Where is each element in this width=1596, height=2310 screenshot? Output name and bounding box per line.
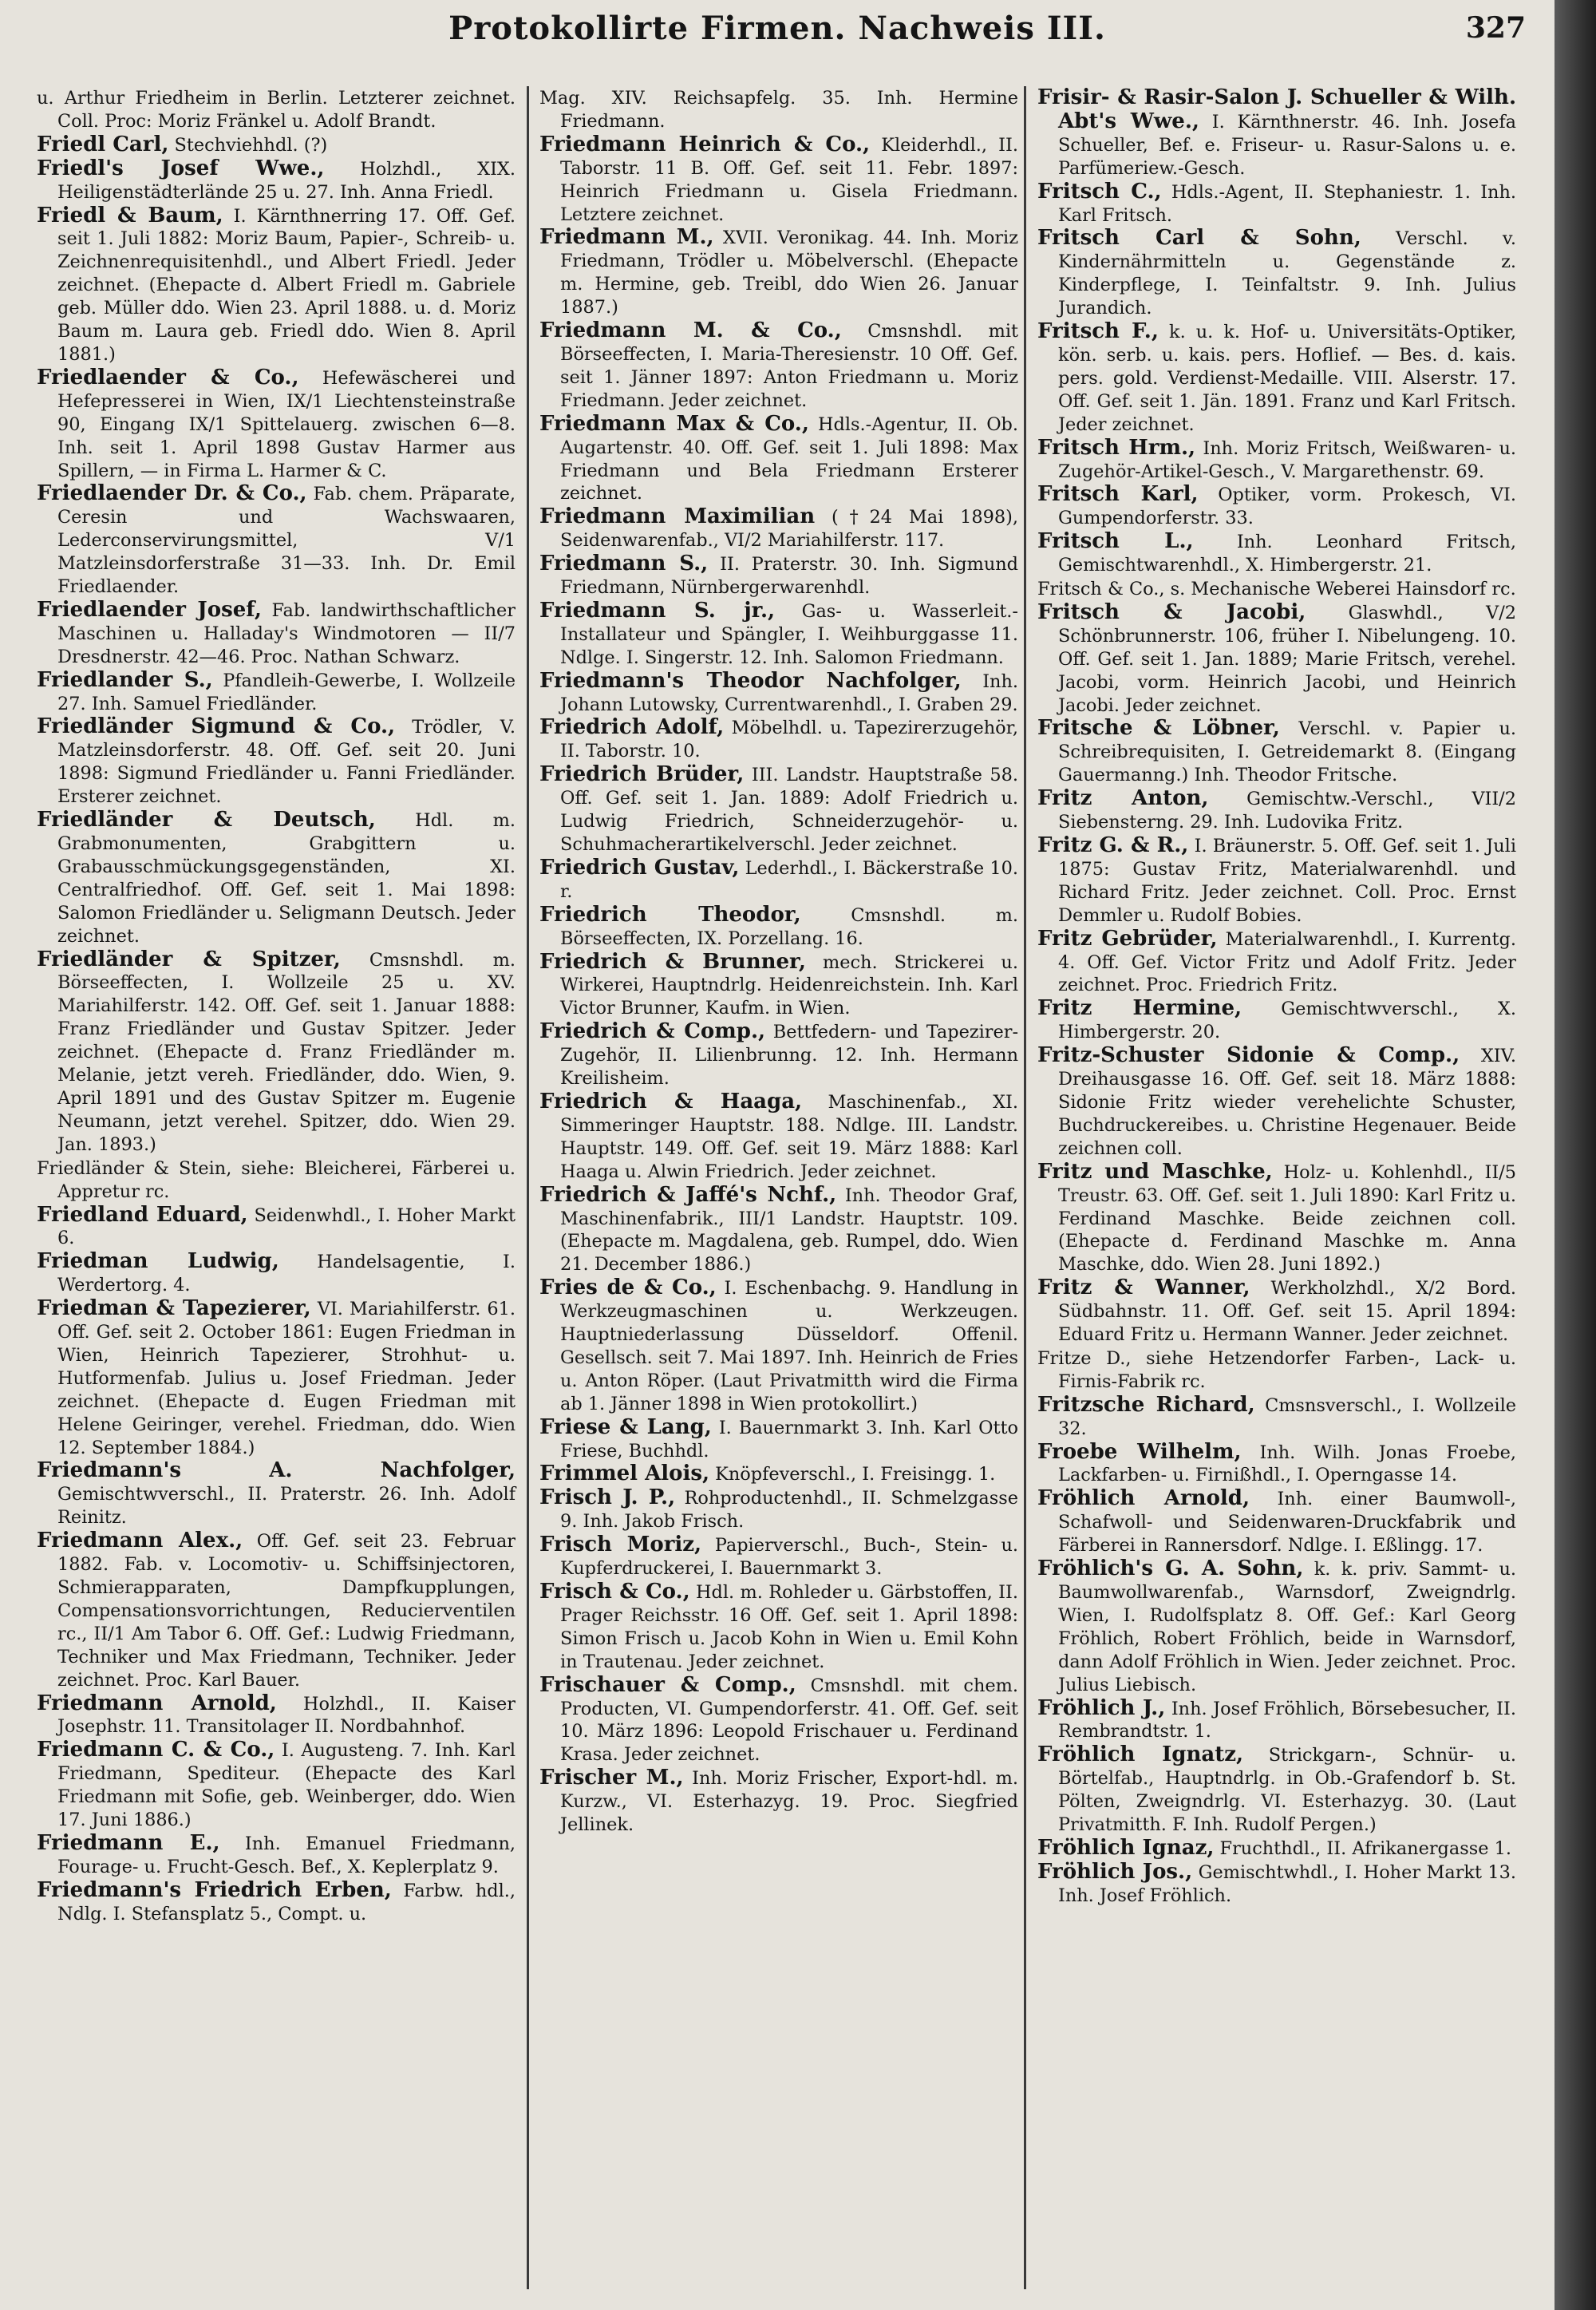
- entry-firm-name: Friedrich & Jaffé's Nchf.,: [539, 1182, 837, 1207]
- entry-firm-name: Friedmann Arnold,: [37, 1691, 277, 1715]
- entry-details: Hdl. m. Grabmonumenten, Grabgittern u. Grabausschmückungsgegenständen, XI. Centralfriedhof. Off. Gef. seit 1. Mai 1898: Salomon Friedländer u. Seligmann Deutsch. Jeder zeichnet.: [57, 810, 516, 947]
- entry-details: Rohproductenhdl., II. Schmelzgasse 9. Inh. Jakob Frisch.: [560, 1488, 1018, 1533]
- page-header: [0, 0, 1555, 62]
- entry-firm-name: Fröhlich Jos.,: [1037, 1859, 1193, 1884]
- directory-entry: [37, 1204, 516, 1251]
- entry-details: Seidenwhdl., I. Hoher Markt 6.: [57, 1204, 516, 1249]
- entry-firm-name: Froebe Wilhelm,: [1037, 1439, 1242, 1464]
- entry-details: Verschl. v. Kindernährmitteln u. Gegenstände z. Kinderpflege, I. Teinfaltstr. 9. Inh. Julius Jurandich.: [1058, 228, 1516, 319]
- entry-details: mech. Strickerei u. Wirkerei, Hauptndrlg. Heidenreichstein. Inh. Karl Victor Brunner, Kaufm. in Wien.: [560, 951, 1018, 1019]
- entry-details: Werkholzhdl., X/2 Bord. Südbahnstr. 11. Off. Gef. seit 15. April 1894: Eduard Fritz u. Hermann Wanner. Jeder zeichnet.: [1058, 1278, 1516, 1346]
- entry-firm-name: Friedmann C. & Co.,: [37, 1738, 275, 1762]
- entry-details: Fab. landwirthschaftlicher Maschinen u. Halladay's Windmotoren — II/7 Dresdnerstr. 42—46. Proc. Nathan Schwarz.: [57, 599, 516, 667]
- entry-details: Hefewäscherei und Hefepresserei in Wien, IX/1 Liechtensteinstraße 90, Eingang IX/1 Spittelauerg. zwischen 6—8. Inh. seit 1. April 1898 Gustav Harmer aus Spillern, — in Firma L. Harmer & C.: [57, 367, 516, 481]
- entry-firm-name: Friedrich Gustav,: [539, 855, 740, 880]
- entry-firm-name: Friedland Eduard,: [37, 1202, 248, 1227]
- entry-firm-name: Frischauer & Comp.,: [539, 1672, 796, 1697]
- entry-firm-name: Frisir- & Rasir-Salon J. Schueller & Wilh. Abt's Wwe.,: [1037, 85, 1516, 133]
- entry-details: Fruchthdl., II. Afrikanergasse 1.: [1219, 1837, 1511, 1859]
- entry-firm-name: Fritsch & Jacobi,: [1037, 599, 1306, 624]
- directory-entry: [37, 715, 516, 809]
- entry-firm-name: Friedrich Theodor,: [539, 902, 801, 927]
- directory-entry: [37, 1692, 516, 1739]
- entry-details: Hdls.-Agentur, II. Ob. Augartenstr. 40. Off. Gef. seit 1. Juli 1898: Max Friedmann und Bela Friedmann Ersterer zeichnet.: [560, 413, 1018, 504]
- entry-firm-name: Fritsch L.,: [1037, 529, 1194, 554]
- entry-details: k. u. k. Hof- u. Universitäts-Optiker, kön. serb. u. kais. pers. Hoflief. — Bes. d. kais. pers. gold. Verdienst-Medaille. VIII. Alserstr. 17. Off. Gef. seit 1. Jän. 1891. Franz und Karl Fritsch. Jeder zeichnet.: [1058, 322, 1516, 435]
- entry-details: Möbelhdl. u. Tapezirerzugehör, II. Taborstr. 10.: [560, 718, 1018, 762]
- directory-entry: [37, 1157, 516, 1204]
- column-left: [37, 86, 516, 1926]
- column-middle: [539, 86, 1018, 1837]
- entry-firm-name: Frisch & Co.,: [539, 1580, 690, 1604]
- directory-entry: [1037, 997, 1516, 1044]
- entry-details: Inh. Wilh. Jonas Froebe, Lackfarben- u. Firnißhdl., I. Operngasse 14.: [1058, 1442, 1516, 1486]
- entry-details: Gemischtwverschl., X. Himbergerstr. 20.: [1058, 999, 1516, 1043]
- entry-details: I. Augusteng. 7. Inh. Karl Friedmann, Spediteur. (Ehepacte des Karl Friedmann mit Sofie, geb. Weinberger, ddo. Wien 17. Juni 1886.): [57, 1740, 516, 1831]
- entry-details: Fritsch & Co., s. Mechanische Weberei Hainsdorf rc.: [1037, 579, 1516, 600]
- entry-details: I. Kärnthnerring 17. Off. Gef. seit 1. Juli 1882: Moriz Baum, Papier-, Schreib- u. Zeichnenrequisitenhdl., und Albert Friedl. Jeder zeichnet. (Ehepacte d. Albert Friedl m. Gabriele geb. Müller ddo. Wien 23. April 1888. u. d. Moriz Baum m. Laura geb. Friedl ddo. Wien 8. April 1881.): [57, 205, 516, 365]
- entry-details: Cmsnshdl. m. Börseeffecten, I. Wollzeile 25 u. XV. Mariahilferstr. 142. Off. Gef. seit 1. Januar 1888: Franz Friedländer und Gustav Spitzer. Jeder zeichnet. (Ehepacte d. Franz Friedländer m. Melanie, jetzt vereh. Friedländer, ddo. Wien, 9. April 1891 und des Gustav Spitzer m. Eugenie Neumann, jetzt verehel. Spitzer, ddo. Wien 29. Jan. 1893.): [57, 949, 516, 1155]
- entry-firm-name: Frisch J. P.,: [539, 1485, 676, 1510]
- entry-details: Inh. Leonhard Fritsch, Gemischtwarenhdl., X. Himbergerstr. 21.: [1058, 532, 1516, 576]
- entry-firm-name: Friedrich Adolf,: [539, 715, 725, 740]
- directory-entry: [539, 1674, 1018, 1767]
- directory-entry: [539, 1462, 1018, 1486]
- entry-details: I. Kärnthnerstr. 46. Inh. Josefa Schueller, Bef. e. Friseur- u. Rasur-Salons u. e. Parfümeriew.-Gesch.: [1058, 111, 1516, 179]
- entry-details: Gemischtw.-Verschl., VII/2 Siebensterng. 29. Inh. Ludovika Fritz.: [1058, 789, 1516, 833]
- entry-firm-name: Friese & Lang,: [539, 1414, 712, 1439]
- directory-entry: [539, 552, 1018, 599]
- entry-details: Handelsagentie, I. Werdertorg. 4.: [57, 1252, 516, 1296]
- directory-entry: [539, 413, 1018, 506]
- entry-firm-name: Friedman & Tapezierer,: [37, 1296, 311, 1321]
- directory-entry: [1037, 180, 1516, 227]
- entry-details: XVII. Veronikag. 44. Inh. Moriz Friedmann, Trödler u. Möbelverschl. (Ehepacte m. Hermine, geb. Treibl, ddo Wien 26. Januar 1887.): [560, 227, 1018, 318]
- entry-details: Stechviehhdl. (?): [174, 134, 328, 156]
- entry-firm-name: Friedl's Josef Wwe.,: [37, 156, 325, 180]
- directory-entry: [1037, 577, 1516, 601]
- directory-entry: [1037, 1837, 1516, 1861]
- directory-entry: [1037, 1394, 1516, 1441]
- entry-details: Inh. Moriz Frischer, Export-hdl. m. Kurzw., VI. Esterhazyg. 19. Proc. Siegfried Jellinek.: [560, 1768, 1018, 1836]
- directory-entry: [37, 1529, 516, 1691]
- directory-entry: [1037, 1347, 1516, 1394]
- entry-firm-name: Fritz Hermine,: [1037, 996, 1242, 1021]
- directory-entry: [37, 1250, 516, 1297]
- directory-entry: [539, 904, 1018, 951]
- entry-details: Fritze D., siehe Hetzendorfer Farben-, Lack- u. Firnis-Fabrik rc.: [1037, 1347, 1516, 1392]
- entry-details: I. Bräunerstr. 5. Off. Gef. seit 1. Juli 1875: Gustav Fritz, Materialwarenhdl. und Richard Fritz. Jeder zeichnet. Coll. Proc. Ernst Demmler u. Rudolf Bobies.: [1058, 836, 1516, 926]
- entry-details: Inh. Emanuel Friedmann, Fourage- u. Frucht-Gesch. Bef., X. Keplerplatz 9.: [57, 1833, 516, 1877]
- entry-firm-name: Fritsch C.,: [1037, 179, 1162, 204]
- entry-details: Friedländer & Stein, siehe: Bleicherei, Färberei u. Appretur rc.: [37, 1157, 516, 1202]
- entry-firm-name: Friedrich & Brunner,: [539, 949, 806, 974]
- directory-entry: [37, 366, 516, 483]
- entry-details: Hdls.-Agent, II. Stephaniestr. 1. Inh. Karl Fritsch.: [1058, 181, 1516, 226]
- directory-entry: [37, 669, 516, 716]
- entry-details: XIV. Dreihausgasse 16. Off. Gef. seit 18. März 1888: Sidonie Fritz wieder verehelichte Schuster, Buchdruckereibes. u. Christine Hegenauer. Beide zeichnen coll.: [1058, 1046, 1516, 1159]
- entry-details: Pfandleih-Gewerbe, I. Wollzeile 27. Inh. Samuel Friedländer.: [57, 670, 516, 714]
- entry-details: VI. Mariahilferstr. 61. Off. Gef. seit 2. October 1861: Eugen Friedman in Wien, Heinrich Tapezierer, Strohhut- u. Hutformenfab. Julius u. Josef Friedman. Jeder zeichnet. (Ehepacte d. Eugen Friedman mit Helene Geiringer, verehel. Friedman, ddo. Wien 12. September 1884.): [57, 1299, 516, 1458]
- entry-details: Gemischtwhdl., I. Hoher Markt 13. Inh. Josef Fröhlich.: [1058, 1861, 1517, 1906]
- entry-details: (†24 Mai 1898), Seidenwarenfab., VI/2 Mariahilferstr. 117.: [560, 507, 1018, 552]
- entry-firm-name: Fröhlich Arnold,: [1037, 1486, 1250, 1511]
- entry-firm-name: Fritsche & Löbner,: [1037, 716, 1280, 741]
- entry-firm-name: Friedländer Sigmund & Co.,: [37, 714, 396, 739]
- entry-firm-name: Friedmann Maximilian: [539, 504, 816, 529]
- directory-entry: [1037, 483, 1516, 530]
- entry-details: Hdl. m. Rohleder u. Gärbstoffen, II. Prager Reichsstr. 16 Off. Gef. seit 1. April 1898: Simon Frisch u. Jacob Kohn in Wien u. Emil Kohn in Trautenau. Jeder zeichnet.: [560, 1582, 1018, 1672]
- entry-firm-name: Fritsch F.,: [1037, 319, 1159, 344]
- directory-entry: [539, 1766, 1018, 1837]
- entry-firm-name: Frisch Moriz,: [539, 1533, 702, 1557]
- column-divider: [527, 86, 529, 2289]
- directory-entry: [1037, 530, 1516, 577]
- directory-entry: [539, 1533, 1018, 1580]
- directory-entry: [539, 599, 1018, 670]
- entry-firm-name: Friedl & Baum,: [37, 203, 223, 227]
- directory-entry: [37, 809, 516, 947]
- directory-entry: [539, 1276, 1018, 1415]
- directory-entry: [539, 1184, 1018, 1277]
- entry-details: Maschinenfab., XI. Simmeringer Hauptstr. 188. Ndlge. III. Landstr. Hauptstr. 149. Off. Gef. seit 19. März 1888: Karl Haaga u. Alwin Friedrich. Jeder zeichnet.: [560, 1091, 1018, 1182]
- directory-entry: [1037, 320, 1516, 437]
- directory-entry: [1037, 601, 1516, 718]
- entry-details: Gas- u. Wasserleit.-Installateur und Spängler, I. Weihburggasse 11. Ndlge. I. Singerstr. 12. Inh. Salomon Friedmann.: [560, 600, 1018, 668]
- entry-firm-name: Fritz G. & R.,: [1037, 833, 1189, 857]
- directory-entry: [37, 948, 516, 1157]
- column-right: [1037, 86, 1516, 1908]
- directory-entry: [1037, 227, 1516, 320]
- entry-firm-name: Fröhlich Ignatz,: [1037, 1742, 1244, 1767]
- directory-entry: [37, 482, 516, 599]
- directory-entry: [1037, 86, 1516, 180]
- entry-details: Bettfedern- und Tapezirer-Zugehör, II. Lilienbrunng. 12. Inh. Hermann Kreilisheim.: [560, 1022, 1019, 1090]
- page-edge-shadow: [1555, 0, 1596, 2310]
- entry-firm-name: Frimmel Alois,: [539, 1462, 710, 1486]
- entry-firm-name: Friedländer & Spitzer,: [37, 947, 341, 971]
- entry-details: Cmsnshdl. mit Börseeffecten, I. Maria-Theresienstr. 10 Off. Gef. seit 1. Jänner 1897: Anton Friedmann u. Moriz Friedmann. Jeder zeichnet.: [560, 321, 1018, 411]
- entry-firm-name: Friedmann's A. Nachfolger,: [37, 1458, 516, 1483]
- entry-details: Inh. Josef Fröhlich, Börsebesucher, II. Rembrandtstr. 1.: [1058, 1698, 1516, 1742]
- entry-firm-name: Friedrich & Haaga,: [539, 1089, 803, 1113]
- entry-firm-name: Fritsch Karl,: [1037, 482, 1199, 507]
- entry-details: Verschl. v. Papier u. Schreibrequisiten, I. Getreidemarkt 8. (Eingang Gauermanng.) Inh. Theodor Fritsche.: [1058, 718, 1517, 786]
- entry-firm-name: Friedländer & Deutsch,: [37, 808, 376, 833]
- directory-entry: [37, 1297, 516, 1459]
- column-divider: [1024, 86, 1026, 2289]
- directory-entry: [539, 1020, 1018, 1090]
- directory-entry: [37, 133, 516, 157]
- entry-firm-name: Friedmann's Theodor Nachfolger,: [539, 668, 962, 693]
- directory-entry: [37, 1832, 516, 1879]
- directory-entry: [37, 86, 516, 133]
- entry-details: I. Eschenbachg. 9. Handlung in Werkzeugmaschinen u. Werkzeugen. Hauptniederlassung Düsseldorf. Offenil. Gesellsch. seit 7. Mai 1897. Inh. Heinrich de Fries u. Anton Röper. (Laut Privatmitth wird die Firma ab 1. Jänner 1898 in Wien protokollirt.): [560, 1278, 1018, 1414]
- directory-entry: [1037, 787, 1516, 834]
- directory-entry: [37, 1879, 516, 1926]
- entry-details: III. Landstr. Hauptstraße 58. Off. Gef. seit 1. Jan. 1889: Adolf Friedrich u. Ludwig Friedrich, Schneiderzugehör- u. Schuhmacherartikelverschl. Jeder zeichnet.: [560, 765, 1018, 855]
- entry-firm-name: Friedmann Alex.,: [37, 1529, 243, 1553]
- page-title: Protokollirte Firmen. Nachweis III.: [448, 10, 1106, 47]
- directory-entry: [37, 1459, 516, 1529]
- entry-details: Kleiderhdl., II. Taborstr. 11 B. Off. Gef. seit 11. Febr. 1897: Heinrich Friedmann u. Gisela Friedmann. Letztere zeichnet.: [560, 134, 1018, 225]
- directory-entry: [1037, 1743, 1516, 1837]
- directory-entry: [539, 226, 1018, 319]
- entry-details: Off. Gef. seit 23. Februar 1882. Fab. v. Locomotiv- u. Schiffsinjectoren, Schmierapparaten, Dampfkupplungen, Compensationsvorrichtungen, Reducierventilen rc., II/1 Am Tabor 6. Off. Gef.: Ludwig Friedmann, Techniker und Max Friedmann, Techniker. Jeder zeichnet. Proc. Karl Bauer.: [57, 1531, 516, 1691]
- entry-details: k. k. priv. Sammt- u. Baumwollwarenfab., Warnsdorf, Zweigndrlg. Wien, I. Rudolfsplatz 8. Off. Gef.: Karl Georg Fröhlich, Robert Fröhlich, beide in Warnsdorf, dann Adolf Fröhlich in Wien. Jeder zeichnet. Proc. Julius Liebisch.: [1058, 1559, 1516, 1695]
- entry-details: II. Praterstr. 30. Inh. Sigmund Friedmann, Nürnbergerwarenhdl.: [560, 554, 1019, 599]
- directory-entry: [539, 319, 1018, 413]
- directory-entry: [539, 670, 1018, 717]
- entry-firm-name: Friedlaender & Co.,: [37, 365, 299, 390]
- directory-entry: [539, 1580, 1018, 1674]
- entry-firm-name: Frischer M.,: [539, 1766, 684, 1790]
- entry-details: Knöpfeverschl., I. Freisingg. 1.: [715, 1464, 996, 1485]
- directory-entry: [1037, 834, 1516, 928]
- directory-entry: [539, 1090, 1018, 1184]
- entry-firm-name: Fritsch Carl & Sohn,: [1037, 226, 1361, 251]
- directory-entry: [1037, 1441, 1516, 1488]
- entry-details: u. Arthur Friedheim in Berlin. Letzterer zeichnet. Coll. Proc: Moriz Fränkel u. Adolf Brandt.: [37, 88, 516, 132]
- entry-firm-name: Friedmann Max & Co.,: [539, 411, 809, 436]
- entry-details: Strickgarn-, Schnür- u. Börtelfab., Hauptndrlg. in Ob.-Grafendorf b. St. Pölten, Zweigndrlg. VI. Esterhazyg. 30. (Laut Privatmitth. F. Inh. Rudolf Pergen.): [1058, 1745, 1517, 1836]
- entry-firm-name: Fritz & Wanner,: [1037, 1276, 1250, 1300]
- entry-firm-name: Fries de & Co.,: [539, 1276, 717, 1300]
- entry-details: Cmsnshdl. m. Börseeffecten, IX. Porzellang. 16.: [560, 904, 1018, 949]
- entry-firm-name: Friedrich & Comp.,: [539, 1019, 766, 1044]
- directory-entry: [1037, 1161, 1516, 1277]
- directory-entry: [1037, 1487, 1516, 1557]
- directory-entry: [539, 716, 1018, 763]
- entry-details: Holz- u. Kohlenhdl., II/5 Treustr. 63. Off. Gef. seit 1. Juli 1890: Karl Fritz u. Ferdinand Maschke. Beide zeichnen coll. (Ehepacte d. Ferdinand Maschke m. Anna Maschke, ddo. Wien 28. Juni 1892.): [1058, 1161, 1516, 1276]
- entry-firm-name: Friedlander S.,: [37, 667, 213, 692]
- directory-entry: [539, 856, 1018, 904]
- directory-entry: [1037, 1044, 1516, 1161]
- entry-firm-name: Friedmann S. jr.,: [539, 598, 776, 623]
- directory-entry: [1037, 1557, 1516, 1696]
- directory-entry: [37, 204, 516, 366]
- entry-firm-name: Fritz und Maschke,: [1037, 1159, 1273, 1184]
- entry-firm-name: Friedmann M. & Co.,: [539, 318, 842, 343]
- directory-entry: [37, 599, 516, 669]
- entry-details: I. Bauernmarkt 3. Inh. Karl Otto Friese, Buchhdl.: [560, 1417, 1018, 1462]
- directory-entry: [1037, 1861, 1516, 1908]
- directory-entry: [37, 1738, 516, 1832]
- directory-entry: [1037, 1697, 1516, 1744]
- directory-entry: [539, 86, 1018, 133]
- entry-firm-name: Fröhlich J.,: [1037, 1695, 1166, 1720]
- entry-details: Cmsnsverschl., I. Wollzeile 32.: [1058, 1394, 1517, 1439]
- entry-details: Inh. einer Baumwoll-, Schafwoll- und Seidenwaren-Druckfabrik und Färberei in Rannersdorf. Ndlge. I. Eßlingg. 17.: [1058, 1489, 1516, 1556]
- entry-firm-name: Friedman Ludwig,: [37, 1249, 279, 1274]
- entry-firm-name: Fritz Anton,: [1037, 786, 1209, 811]
- entry-firm-name: Friedl Carl,: [37, 132, 169, 156]
- entry-details: Glaswhdl., V/2 Schönbrunnerstr. 106, früher I. Nibelungeng. 10. Off. Gef. seit 1. Jan. 1889; Marie Fritsch, verehel. Jacobi, vorm. Heinrich Jacobi, und Heinrich Jacobi. Jeder zeichnet.: [1058, 602, 1516, 716]
- entry-firm-name: Friedlaender Dr. & Co.,: [37, 481, 307, 506]
- entry-firm-name: Friedmann S.,: [539, 552, 709, 576]
- directory-entry: [539, 951, 1018, 1021]
- entry-details: Materialwarenhdl., I. Kurrentg. 4. Off. Gef. Victor Fritz und Adolf Fritz. Jeder zeichnet. Proc. Friedrich Fritz.: [1058, 928, 1517, 996]
- entry-details: Mag. XIV. Reichsapfelg. 35. Inh. Hermine Friedmann.: [539, 88, 1018, 132]
- entry-details: Optiker, vorm. Prokesch, VI. Gumpendorferstr. 33.: [1058, 485, 1516, 529]
- directory-entry: [539, 133, 1018, 227]
- entry-details: Gemischtwverschl., II. Praterstr. 26. Inh. Adolf Reinitz.: [57, 1484, 516, 1529]
- entry-firm-name: Friedmann Heinrich & Co.,: [539, 132, 871, 156]
- directory-entry: [539, 1486, 1018, 1533]
- entry-firm-name: Friedmann's Friedrich Erben,: [37, 1877, 392, 1902]
- entry-details: Holzhdl., XIX. Heiligenstädterlände 25 u. 27. Inh. Anna Friedl.: [57, 158, 516, 203]
- directory-entry: [1037, 928, 1516, 998]
- directory-entry: [1037, 717, 1516, 787]
- entry-firm-name: Fritz Gebrüder,: [1037, 926, 1218, 951]
- directory-entry: [539, 763, 1018, 856]
- entry-details: Papierverschl., Buch-, Stein- u. Kupferdruckerei, I. Bauernmarkt 3.: [560, 1535, 1019, 1580]
- entry-firm-name: Friedmann E.,: [37, 1830, 220, 1855]
- entry-details: Trödler, V. Matzleinsdorferstr. 48. Off. Gef. seit 20. Juni 1898: Sigmund Friedländer u. Fanni Friedländer. Ersterer zeichnet.: [57, 717, 516, 808]
- entry-firm-name: Fröhlich's G. A. Sohn,: [1037, 1556, 1304, 1581]
- entry-details: Fab. chem. Präparate, Ceresin und Wachswaaren, Lederconservirungsmittel, V/1 Matzleinsdorferstraße 31—33. Inh. Dr. Emil Friedlaender.: [57, 484, 516, 598]
- directory-entry: [1037, 1276, 1516, 1347]
- directory-entry: [539, 1416, 1018, 1463]
- entry-details: Holzhdl., II. Kaiser Josephstr. 11. Transitolager II. Nordbahnhof.: [57, 1693, 516, 1738]
- entry-details: Cmsnshdl. mit chem. Producten, VI. Gumpendorferstr. 41. Off. Gef. seit 10. März 1896: Leopold Frischauer u. Ferdinand Krasa. Jeder zeichnet.: [560, 1675, 1018, 1766]
- directory-entry: [37, 157, 516, 204]
- entry-firm-name: Fritzsche Richard,: [1037, 1392, 1255, 1417]
- entry-details: Inh. Johann Lutowsky, Currentwarenhdl., I. Graben 29.: [560, 670, 1018, 715]
- entry-details: Farbw. hdl., Ndlg. I. Stefansplatz 5., Compt. u.: [57, 1880, 516, 1924]
- entry-firm-name: Friedlaender Josef,: [37, 597, 262, 622]
- page-number: 327: [1465, 11, 1526, 45]
- entry-details: Inh. Moriz Fritsch, Weißwaren- u. Zugehör-Artikel-Gesch., V. Margarethenstr. 69.: [1058, 437, 1516, 482]
- entry-firm-name: Fritsch Hrm.,: [1037, 435, 1196, 460]
- entry-firm-name: Friedrich Brüder,: [539, 762, 745, 787]
- directory-entry: [1037, 437, 1516, 484]
- directory-entry: [539, 505, 1018, 552]
- entry-firm-name: Fröhlich Ignaz,: [1037, 1835, 1215, 1860]
- entry-details: Lederhdl., I. Bäckerstraße 10. r.: [560, 857, 1018, 902]
- entry-details: Inh. Theodor Graf, Maschinenfabrik., III/1 Landstr. Hauptstr. 109. (Ehepacte m. Magdalena, geb. Rumpel, ddo. Wien 21. December 1886.): [560, 1185, 1019, 1276]
- entry-firm-name: Friedmann M.,: [539, 225, 714, 250]
- entry-firm-name: Fritz-Schuster Sidonie & Comp.,: [1037, 1043, 1460, 1068]
